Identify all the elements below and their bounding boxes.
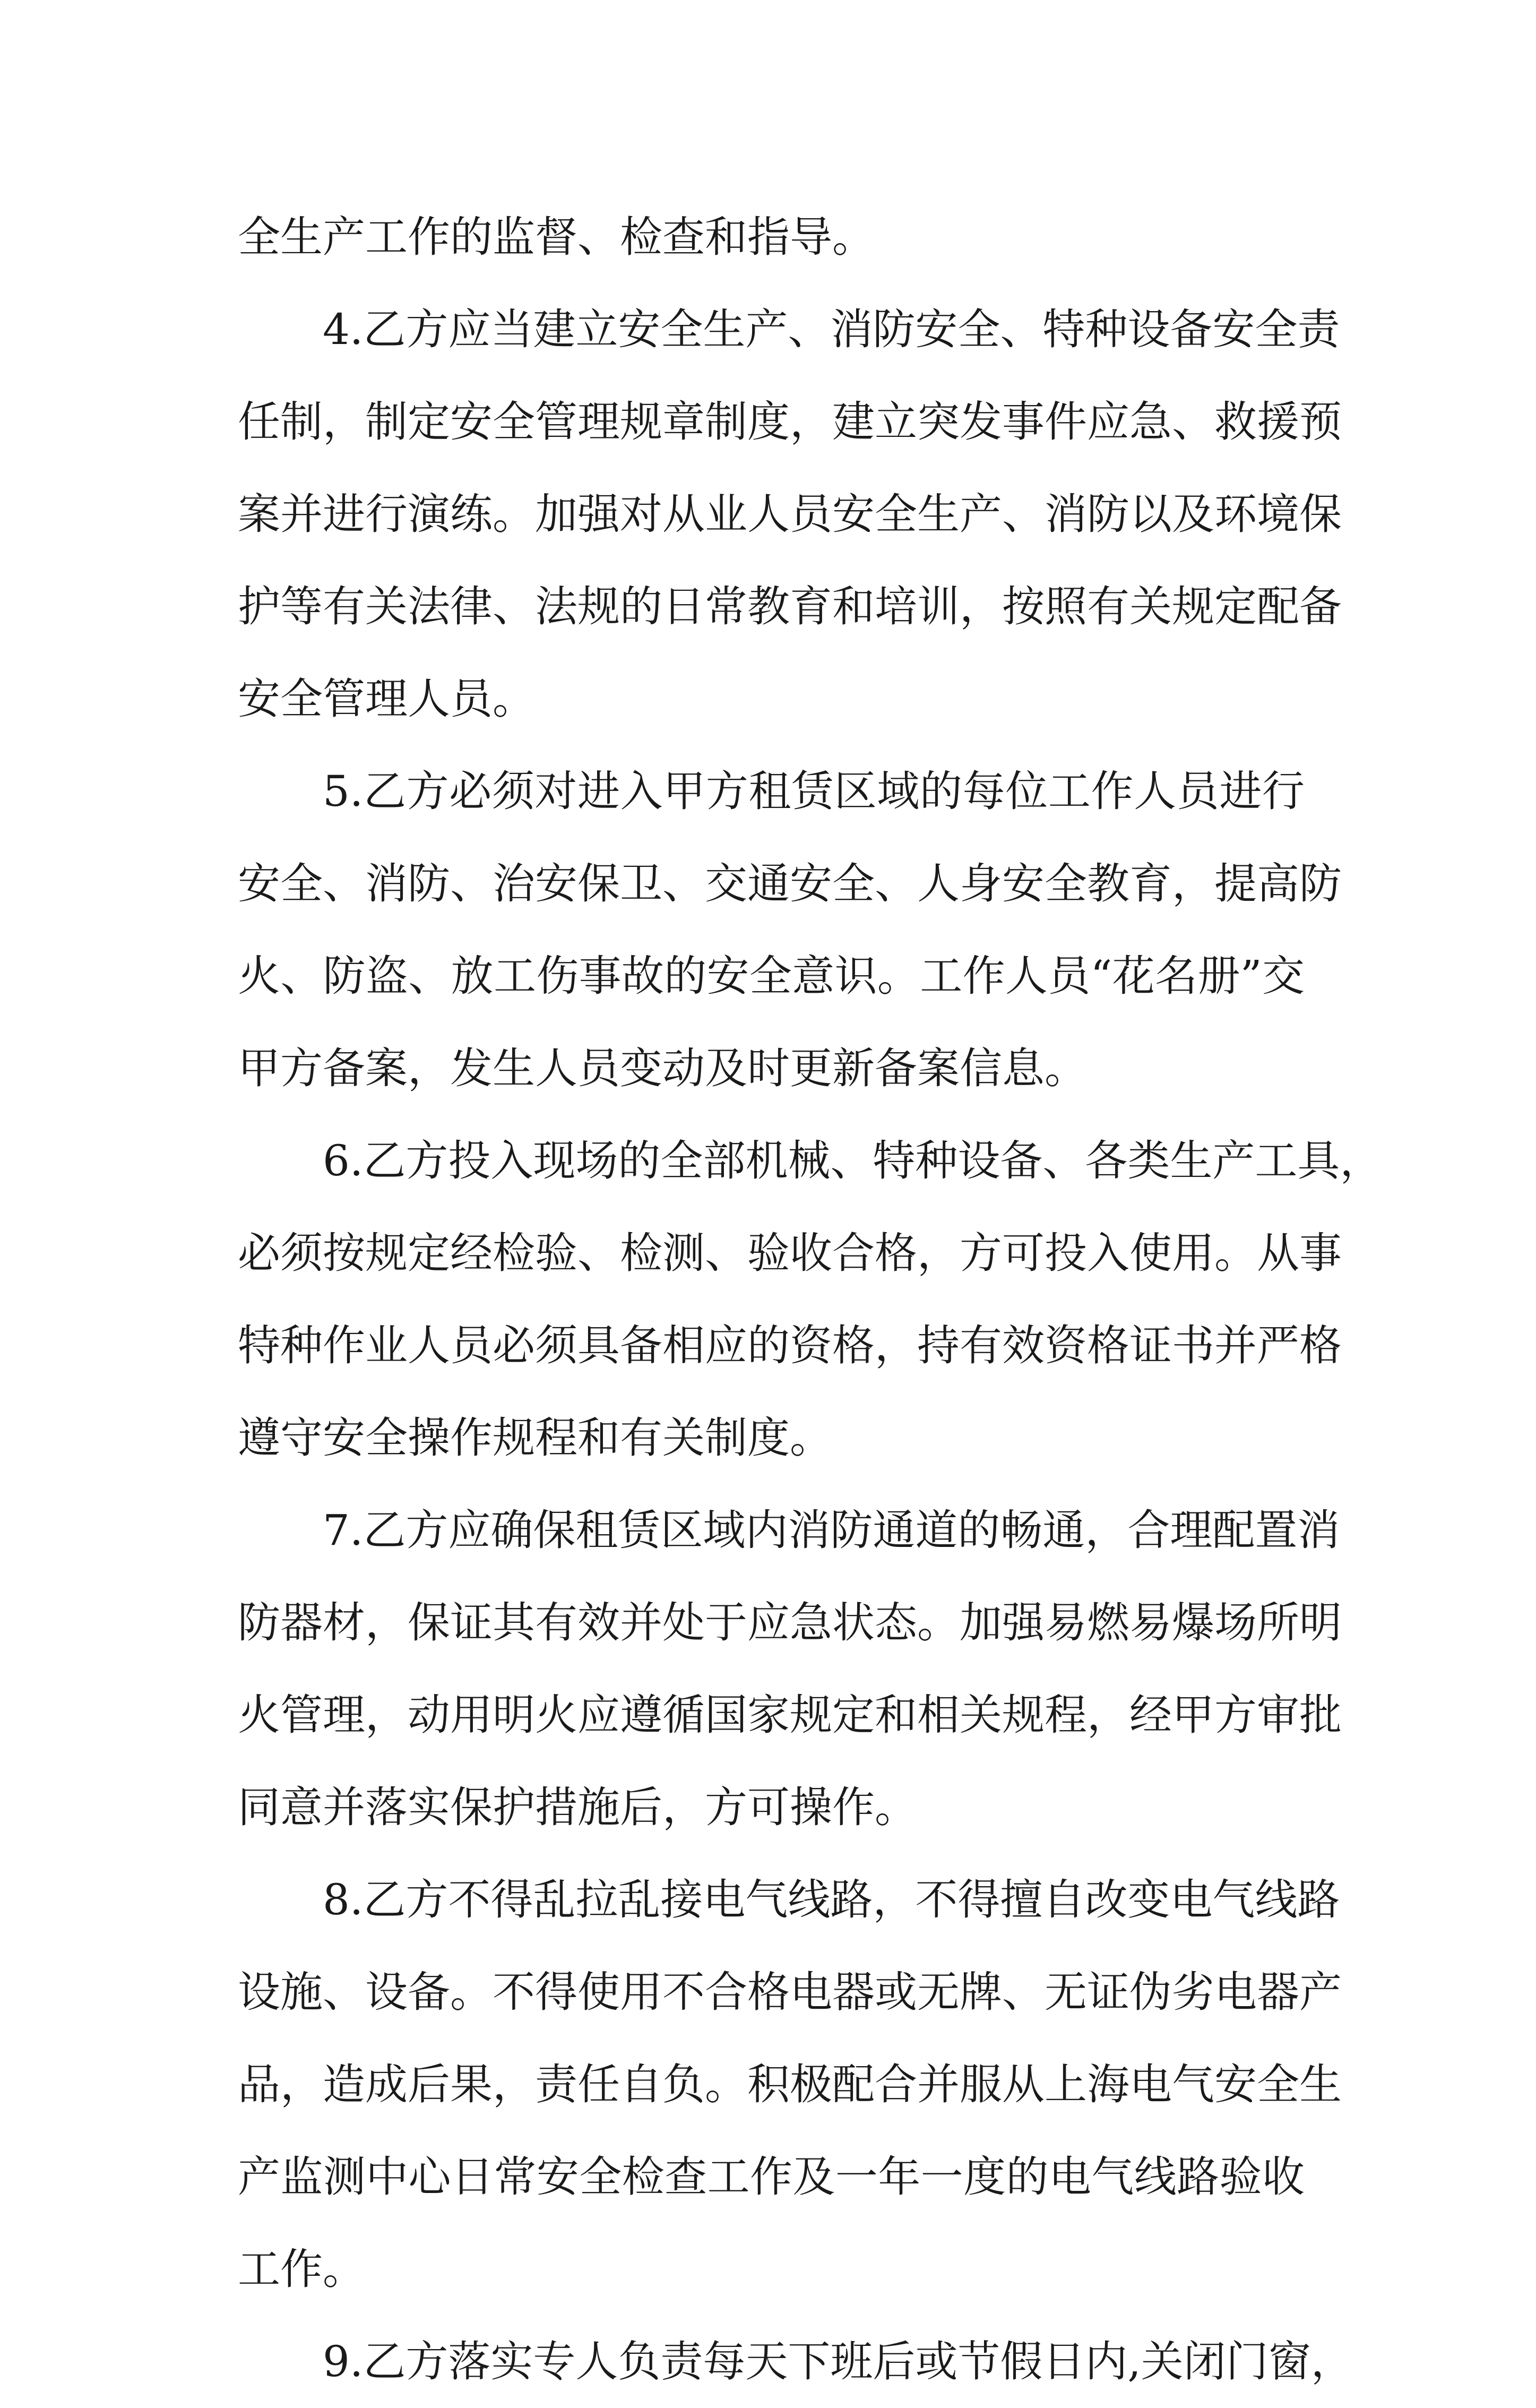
paragraph-item-7 [238,1484,1342,1854]
text-line: 特种作业人员必须具备相应的资格，持有效资格证书并严格 [238,1321,1342,1370]
text-line: 甲方备案，发生人员变动及时更新备案信息。 [238,1044,1087,1093]
body-text [238,191,1383,2408]
text-line: 品，造成后果，责任自负。积极配合并服从上海电气安全生 [238,2060,1342,2109]
text-line: 全生产工作的监督、检查和指导。 [238,212,875,262]
text-line: 安全管理人员。 [238,674,535,724]
text-line: 护等有关法律、法规的日常教育和培训，按照有关规定配备 [238,582,1342,631]
text-line: 9.乙方落实专人负责每天下班后或节假日内,关闭门窗， [323,2337,1353,2386]
text-line: 工作。 [238,2244,365,2294]
text-line: 设施、设备。不得使用不合格电器或无牌、无证伪劣电器产 [238,1967,1342,2017]
text-line: 产监测中心日常安全检查工作及一年一度的电气线路验收 [238,2152,1305,2201]
text-line: 防器材，保证其有效并处于应急状态。加强易燃易爆场所明 [238,1598,1342,1647]
text-line: 案并进行演练。加强对从业人员安全生产、消防以及环境保 [238,489,1342,539]
text-line: 必须按规定经检验、检测、验收合格，方可投入使用。从事 [238,1228,1342,1278]
paragraph-item-5 [238,745,1342,1115]
text-line: 任制，制定安全管理规章制度，建立突发事件应急、救援预 [238,397,1342,446]
text-line: 安全、消防、治安保卫、交通安全、人身安全教育，提高防 [238,859,1342,908]
text-line: 火、防盗、放工伤事故的安全意识。工作人员“花名册”交 [238,951,1305,1001]
paragraph-item-6 [238,1115,1383,1484]
text-line: 火管理，动用明火应遵循国家规定和相关规程，经甲方审批 [238,1690,1342,1740]
text-line: 8.乙方不得乱拉乱接电气线路，不得擅自改变电气线路 [323,1875,1340,1924]
text-line: 4.乙方应当建立安全生产、消防安全、特种设备安全责 [323,305,1340,354]
text-line: 6.乙方投入现场的全部机械、特种设备、各类生产工具， [323,1136,1383,1185]
text-line: 遵守安全操作规程和有关制度。 [238,1413,832,1463]
paragraph-continuation [238,191,1305,283]
text-line: 5.乙方必须对进入甲方租赁区域的每位工作人员进行 [323,767,1305,816]
paragraph-item-4 [238,283,1342,745]
paragraph-item-9 [238,2316,1353,2408]
paragraph-item-8 [238,1854,1342,2316]
text-line: 同意并落实保护措施后，方可操作。 [238,1783,917,1832]
text-line: 7.乙方应确保租赁区域内消防通道的畅通，合理配置消 [323,1506,1340,1555]
